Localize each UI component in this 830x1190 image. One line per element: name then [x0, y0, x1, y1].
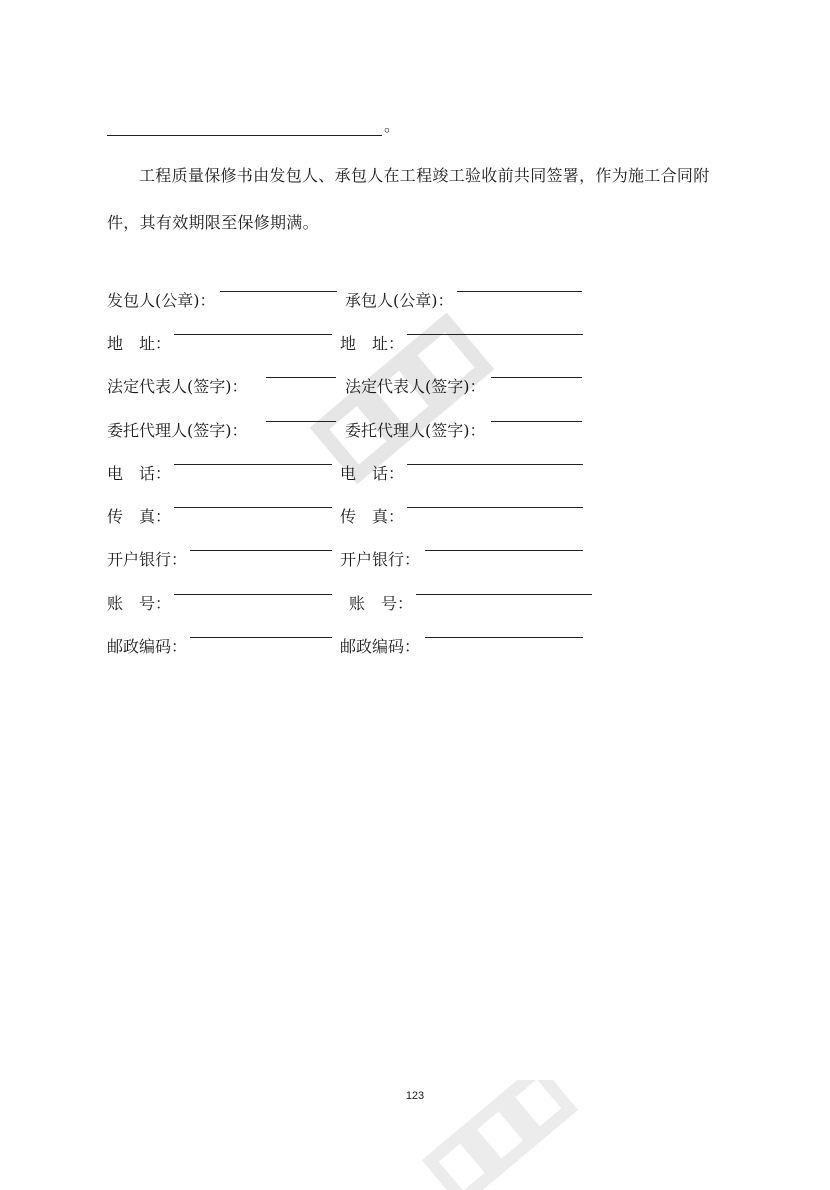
fill-line[interactable] — [491, 376, 582, 378]
fill-line[interactable] — [266, 420, 336, 422]
fill-line[interactable] — [174, 333, 332, 335]
field-label: 地 址： — [107, 334, 172, 353]
fill-line[interactable] — [407, 463, 583, 465]
fill-line[interactable] — [425, 549, 583, 551]
field-label: 邮政编码： — [107, 637, 188, 656]
field-label: 传 真： — [107, 507, 172, 526]
field-label: 法定代表人(签字)： — [345, 377, 486, 396]
fill-line[interactable] — [407, 506, 583, 508]
fill-line[interactable] — [190, 549, 332, 551]
field-label: 委托代理人(签字)： — [345, 421, 486, 440]
field-label: 开户银行： — [340, 550, 421, 569]
fill-line[interactable] — [174, 593, 332, 595]
fill-line[interactable] — [220, 290, 337, 292]
field-label: 法定代表人(签字)： — [107, 377, 248, 396]
field-label: 传 真： — [340, 507, 405, 526]
field-label: 电 话： — [107, 464, 172, 483]
field-label: 邮政编码： — [340, 637, 421, 656]
field-label: 账 号： — [349, 594, 414, 613]
fill-line[interactable] — [491, 420, 582, 422]
fill-line[interactable] — [174, 506, 332, 508]
fill-line[interactable] — [425, 636, 583, 638]
fill-line[interactable] — [190, 636, 332, 638]
fill-line[interactable] — [266, 376, 336, 378]
fill-line[interactable] — [457, 290, 582, 292]
field-label: 承包人(公章)： — [345, 291, 454, 310]
field-label: 发包人(公章)： — [107, 291, 216, 310]
field-label: 地 址： — [340, 334, 405, 353]
continuation-line — [107, 113, 400, 136]
field-label: 开户银行： — [107, 550, 188, 569]
end-mark: 。 — [384, 116, 401, 135]
page-number: 123 — [405, 1090, 425, 1102]
field-label: 账 号： — [107, 594, 172, 613]
field-label: 委托代理人(签字)： — [107, 421, 248, 440]
field-label: 电 话： — [340, 464, 405, 483]
fill-blank — [107, 117, 382, 136]
fill-line[interactable] — [416, 593, 592, 595]
fill-line[interactable] — [174, 463, 332, 465]
fill-line[interactable] — [407, 333, 583, 335]
validity-paragraph: 工程质量保修书由发包人、承包人在工程竣工验收前共同签署，作为施工合同附件，其有效期限至保修期满。 — [107, 166, 710, 232]
